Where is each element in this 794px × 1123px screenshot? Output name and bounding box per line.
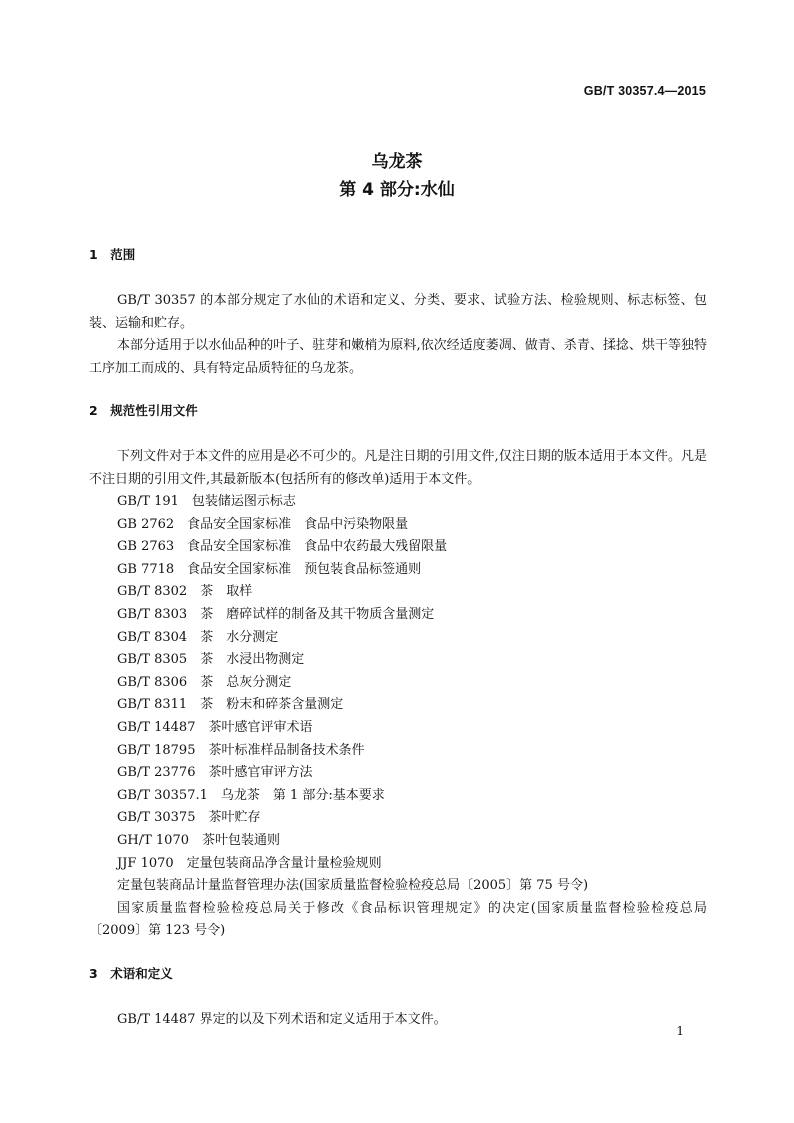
reference-item: 定量包装商品计量监督管理办法(国家质量监督检验检疫总局〔2005〕第 75 号令) xyxy=(117,878,589,894)
reference-item: GB/T 8302 茶 取样 xyxy=(117,584,253,600)
reference-item: GB/T 8305 茶 水浸出物测定 xyxy=(117,652,305,668)
section-heading-normative-references: 2 规范性引用文件 xyxy=(89,403,198,418)
page-number: 1 xyxy=(676,1024,684,1038)
document-body xyxy=(89,244,707,1031)
reference-item: GB/T 18795 茶叶标准样品制备技术条件 xyxy=(117,742,365,758)
references-intro: 下列文件对于本文件的应用是必不可少的。凡是注日期的引用文件,仅注日期的版本适用于本文件。凡是不注日期的引用文件,其最新版本(包括所有的修改单)适用于本文件。 xyxy=(89,449,707,487)
reference-item: GB 2762 食品安全国家标准 食品中污染物限量 xyxy=(117,516,409,532)
section-heading-scope: 1 范围 xyxy=(89,247,136,262)
scope-paragraph-2: 本部分适用于以水仙品种的叶子、驻芽和嫩梢为原料,依次经适度萎凋、做青、杀青、揉捻、烘干等独特工序加工而成的、具有特定品质特征的乌龙茶。 xyxy=(89,338,707,376)
reference-item-last: 国家质量监督检验检疫总局关于修改《食品标识管理规定》的决定(国家质量监督检验检疫总局〔2009〕第 123 号令) xyxy=(89,900,707,939)
document-title xyxy=(0,150,794,202)
terms-paragraph-1: GB/T 14487 界定的以及下列术语和定义适用于本文件。 xyxy=(117,1011,447,1027)
reference-item: JJF 1070 定量包装商品净含量计量检验规则 xyxy=(117,855,382,871)
title-sub: 第 4 部分:水仙 xyxy=(339,180,455,200)
reference-item: GB/T 8311 茶 粉末和碎茶含量测定 xyxy=(117,697,344,713)
reference-item: GB/T 8304 茶 水分测定 xyxy=(117,629,279,645)
section-heading-terms: 3 术语和定义 xyxy=(89,965,173,981)
reference-item: GB/T 30357.1 乌龙茶 第 1 部分:基本要求 xyxy=(117,787,385,803)
reference-item: GB/T 14487 茶叶感官评审术语 xyxy=(117,719,313,735)
standard-code: GB/T 30357.4—2015 xyxy=(583,84,706,98)
reference-item: GB 2763 食品安全国家标准 食品中农药最大残留限量 xyxy=(117,539,448,555)
reference-item: GB/T 191 包装储运图示标志 xyxy=(117,494,296,509)
title-main: 乌龙茶 xyxy=(371,152,423,172)
scope-paragraph-1: GB/T 30357 的本部分规定了水仙的术语和定义、分类、要求、试验方法、检验规则、标志标签、包装、运输和贮存。 xyxy=(89,293,707,331)
reference-list xyxy=(89,491,707,898)
reference-item: GB/T 30375 茶叶贮存 xyxy=(117,810,261,826)
reference-item: GB/T 23776 茶叶感官审评方法 xyxy=(117,765,313,781)
reference-item: GB/T 8306 茶 总灰分测定 xyxy=(117,674,292,690)
reference-item: GB 7718 食品安全国家标准 预包装食品标签通则 xyxy=(117,561,422,577)
reference-item: GB/T 8303 茶 磨碎试样的制备及其干物质含量测定 xyxy=(117,606,435,622)
reference-item: GH/T 1070 茶叶包装通则 xyxy=(117,832,280,848)
